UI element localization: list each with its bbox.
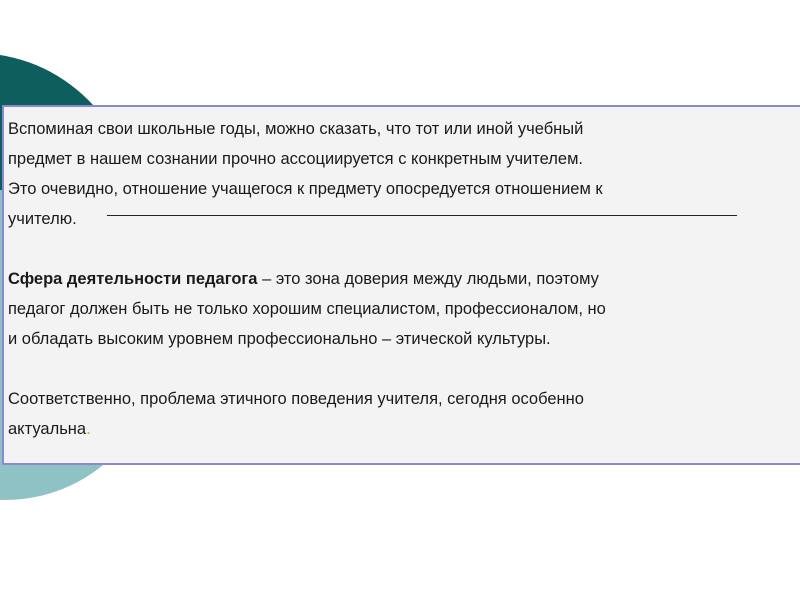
paragraph2-line2: педагог должен быть не только хорошим специалистом, профессионалом, но	[8, 300, 606, 318]
paragraph2-line1	[8, 264, 800, 294]
accent-dot: .	[86, 420, 91, 438]
paragraph1-line1: Вспоминая свои школьные годы, можно сказать, что тот или иной учебный	[8, 120, 584, 138]
paragraph1-line3: Это очевидно, отношение учащегося к предмету опосредуется отношением к	[8, 180, 603, 198]
paragraph2-line1-rest: – это зона доверия между людьми, поэтому	[257, 270, 599, 288]
spacer	[8, 354, 800, 384]
slide-content	[8, 114, 800, 444]
paragraph1-line4	[8, 204, 800, 234]
paragraph3-line1: Соответственно, проблема этичного поведения учителя, сегодня особенно	[8, 390, 584, 408]
paragraph3-line2	[8, 414, 800, 444]
paragraph2-line3: и обладать высоким уровнем профессионально – этической культуры.	[8, 330, 551, 348]
horizontal-rule	[107, 215, 737, 216]
paragraph1-line4-text: учителю.	[8, 210, 77, 228]
bold-term: Сфера деятельности педагога	[8, 270, 258, 288]
paragraph3-line2-text: актуальна	[8, 420, 87, 438]
paragraph1-line2: предмет в нашем сознании прочно ассоциируется с конкретным учителем.	[8, 150, 584, 168]
spacer	[8, 234, 800, 264]
